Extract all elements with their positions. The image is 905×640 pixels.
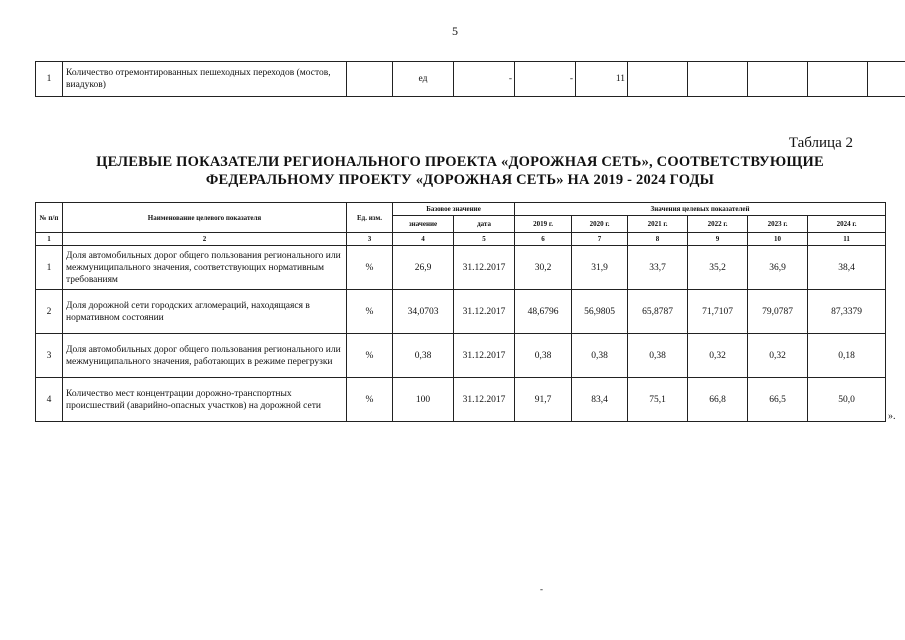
indicator-name: Количество отремонтированных пешеходных переходов (мостов, виадуков) (63, 62, 347, 97)
value-cell (628, 62, 688, 97)
base-value: 100 (393, 378, 454, 422)
target-value: 33,7 (628, 246, 688, 290)
column-number: 3 (347, 233, 393, 246)
value-cell: 11 (576, 62, 628, 97)
base-date: 31.12.2017 (454, 246, 515, 290)
row-number: 1 (36, 246, 63, 290)
stray-mark: - (540, 584, 543, 594)
header-base-group: Базовое значение (393, 203, 515, 216)
table-label: Таблица 2 (788, 135, 853, 151)
base-date: 31.12.2017 (454, 334, 515, 378)
unit-value: % (347, 290, 393, 334)
header-targets-group: Значения целевых показателей (515, 203, 886, 216)
target-value: 66,8 (688, 378, 748, 422)
unit-value: % (347, 334, 393, 378)
unit-cell (347, 62, 393, 97)
row-number: 4 (36, 378, 63, 422)
header-row (36, 203, 886, 216)
target-value: 0,18 (808, 334, 886, 378)
indicator-name: Доля автомобильных дорог общего пользования регионального или межмуниципального значения, соответствующих нормативным требованиям (63, 246, 347, 290)
column-number: 11 (808, 233, 886, 246)
target-value: 36,9 (748, 246, 808, 290)
target-value: 83,4 (572, 378, 628, 422)
target-value: 75,1 (628, 378, 688, 422)
table-row (36, 290, 886, 334)
target-value: 0,32 (688, 334, 748, 378)
column-number: 6 (515, 233, 572, 246)
table-title: ЦЕЛЕВЫЕ ПОКАЗАТЕЛИ РЕГИОНАЛЬНОГО ПРОЕКТА «ДОРОЖНАЯ СЕТЬ», СООТВЕТСТВУЮЩИЕ ФЕДЕРАЛЬНОМУ ПРОЕКТУ «ДОРОЖНАЯ СЕТЬ» НА 2019 - 2024 ГОДЫ (96, 154, 824, 188)
header-year: 2021 г. (628, 216, 688, 233)
base-value: 26,9 (393, 246, 454, 290)
column-number: 5 (454, 233, 515, 246)
row-number: 3 (36, 334, 63, 378)
target-value: 56,9805 (572, 290, 628, 334)
header-year: 2020 г. (572, 216, 628, 233)
column-number-row (36, 233, 886, 246)
target-value: 35,2 (688, 246, 748, 290)
target-value: 0,38 (572, 334, 628, 378)
column-number: 9 (688, 233, 748, 246)
header-name: Наименование целевого показателя (63, 203, 347, 233)
header-year: 2024 г. (808, 216, 886, 233)
target-value: 0,32 (748, 334, 808, 378)
header-unit: Ед. изм. (347, 203, 393, 233)
table-row (36, 62, 905, 97)
header-base-value: значение (393, 216, 454, 233)
base-date: 31.12.2017 (454, 290, 515, 334)
header-base-date: дата (454, 216, 515, 233)
target-value: 48,6796 (515, 290, 572, 334)
target-value: 0,38 (515, 334, 572, 378)
target-value: 50,0 (808, 378, 886, 422)
value-cell (868, 62, 905, 97)
value-cell (748, 62, 808, 97)
page-number: 5 (452, 24, 458, 38)
unit-value: ед (393, 62, 454, 97)
column-number: 4 (393, 233, 454, 246)
closing-quote: ». (888, 411, 896, 422)
target-value: 66,5 (748, 378, 808, 422)
unit-value: % (347, 246, 393, 290)
target-indicators-table (35, 202, 886, 422)
indicator-name: Доля дорожной сети городских агломераций, находящаяся в нормативном состоянии (63, 290, 347, 334)
target-value: 30,2 (515, 246, 572, 290)
row-number: 1 (36, 62, 63, 97)
column-number: 2 (63, 233, 347, 246)
value-cell (688, 62, 748, 97)
row-number: 2 (36, 290, 63, 334)
target-value: 91,7 (515, 378, 572, 422)
table-row (36, 246, 886, 290)
continuation-table (35, 61, 905, 97)
indicator-name: Доля автомобильных дорог общего пользования регионального или межмуниципального значения, работающих в режиме перегрузки (63, 334, 347, 378)
table-row (36, 334, 886, 378)
target-value: 31,9 (572, 246, 628, 290)
header-year: 2019 г. (515, 216, 572, 233)
target-value: 0,38 (628, 334, 688, 378)
target-value: 38,4 (808, 246, 886, 290)
table-row (36, 378, 886, 422)
header-num: № п/п (36, 203, 63, 233)
target-value: 79,0787 (748, 290, 808, 334)
value-cell (808, 62, 868, 97)
column-number: 7 (572, 233, 628, 246)
column-number: 1 (36, 233, 63, 246)
value-cell: - (515, 62, 576, 97)
target-value: 87,3379 (808, 290, 886, 334)
value-cell: - (454, 62, 515, 97)
unit-value: % (347, 378, 393, 422)
header-year: 2022 г. (688, 216, 748, 233)
base-value: 0,38 (393, 334, 454, 378)
base-value: 34,0703 (393, 290, 454, 334)
target-value: 65,8787 (628, 290, 688, 334)
indicator-name: Количество мест концентрации дорожно-транспортных происшествий (аварийно-опасных участков) на дорожной сети (63, 378, 347, 422)
target-value: 71,7107 (688, 290, 748, 334)
base-date: 31.12.2017 (454, 378, 515, 422)
column-number: 8 (628, 233, 688, 246)
column-number: 10 (748, 233, 808, 246)
header-year: 2023 г. (748, 216, 808, 233)
